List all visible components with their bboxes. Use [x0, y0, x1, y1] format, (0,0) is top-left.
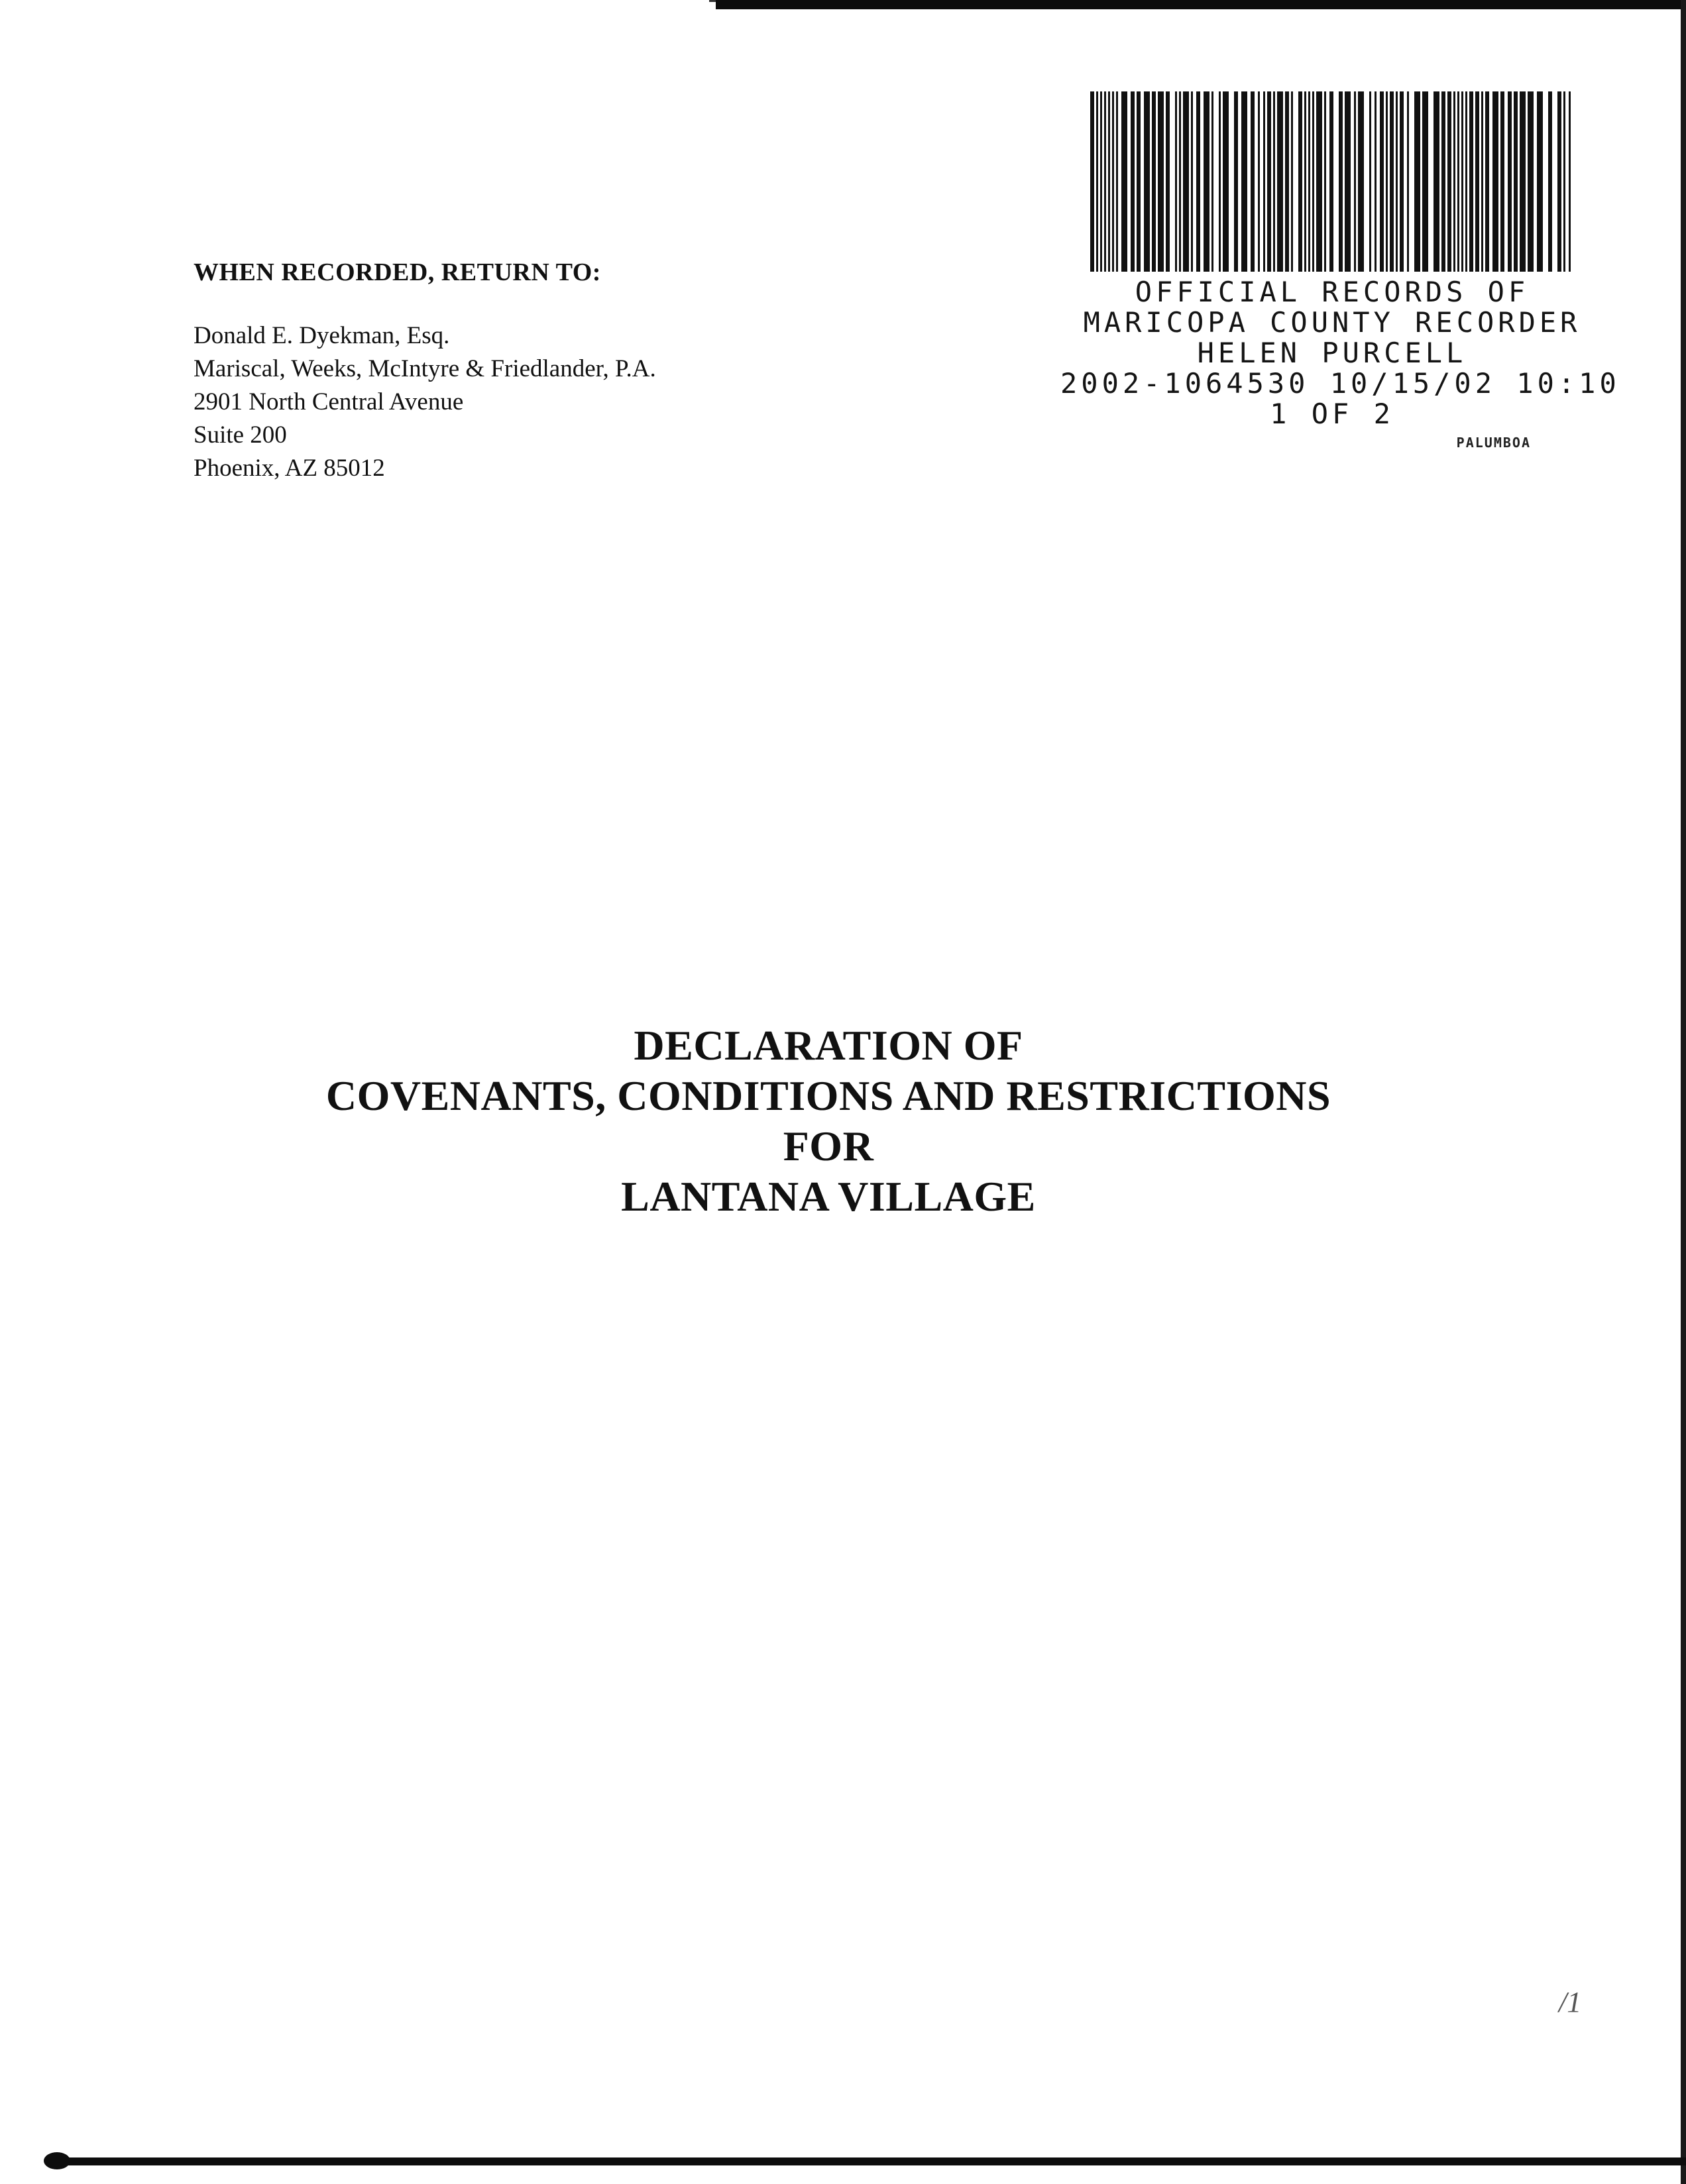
barcode-bar — [1514, 91, 1518, 272]
barcode-bar — [1453, 91, 1455, 272]
barcode-bar — [1390, 91, 1394, 272]
barcode-bar — [1179, 91, 1181, 272]
scan-edge-right — [1681, 0, 1686, 2184]
stamp-line: 1 OF 2 — [1270, 398, 1394, 430]
scan-edge-bottom — [46, 2157, 1686, 2165]
title-line: LANTANA VILLAGE — [621, 1173, 1036, 1220]
address-line: Mariscal, Weeks, McIntyre & Friedlander, P.A. — [194, 355, 656, 382]
document-title — [0, 1020, 1657, 1222]
barcode-bar — [1277, 91, 1283, 272]
barcode-bar — [1520, 91, 1526, 272]
recorder-stamp — [1060, 91, 1620, 451]
barcode-bar — [1537, 91, 1543, 272]
barcode-bar — [1407, 91, 1409, 272]
scan-edge-bottom-blob — [44, 2152, 70, 2169]
stamp-line: 2002-1064530 10/15/02 10:10 — [1060, 367, 1620, 400]
barcode-bar — [1422, 91, 1428, 272]
barcode-bar — [1104, 91, 1106, 272]
barcode-bar — [1204, 91, 1209, 272]
barcode-bar — [1131, 91, 1135, 272]
barcode-bar — [1312, 91, 1314, 272]
barcode-bar — [1528, 91, 1534, 272]
barcode-bar — [1116, 91, 1118, 272]
barcode-bar — [1475, 91, 1479, 272]
barcode-bar — [1380, 91, 1384, 272]
barcode-bar — [1461, 91, 1463, 272]
barcode-bar — [1324, 91, 1326, 272]
barcode-bar — [1196, 91, 1200, 272]
barcode-bar — [1492, 91, 1498, 272]
barcode-bar — [1175, 91, 1177, 272]
barcode-bar — [1485, 91, 1489, 272]
barcode-bar — [1234, 91, 1238, 272]
barcode-bar — [1121, 91, 1127, 272]
barcode-bar — [1100, 91, 1102, 272]
barcode-bar — [1144, 91, 1150, 272]
barcode-bar — [1329, 91, 1333, 272]
address-line: Donald E. Dyekman, Esq. — [194, 322, 450, 349]
barcode-bar — [1108, 91, 1110, 272]
address-line: Suite 200 — [194, 421, 287, 449]
barcode-bar — [1358, 91, 1364, 272]
barcode-bar — [1386, 91, 1388, 272]
barcode-bar — [1258, 91, 1260, 272]
barcode-bar — [1263, 91, 1265, 272]
barcode-bar — [1369, 91, 1371, 272]
barcode-bar — [1465, 91, 1467, 272]
barcode-bar — [1447, 91, 1451, 272]
barcode-bar — [1345, 91, 1351, 272]
barcode-bar — [1267, 91, 1271, 272]
barcode-bar — [1273, 91, 1275, 272]
return-address-block — [194, 257, 856, 485]
barcode-bar — [1469, 91, 1473, 272]
address-line: Phoenix, AZ 85012 — [194, 455, 385, 482]
barcode-bar — [1557, 91, 1561, 272]
barcode-bar — [1112, 91, 1114, 272]
barcode-bar — [1569, 91, 1571, 272]
barcode-bar — [1183, 91, 1189, 272]
barcode-bar — [1137, 91, 1141, 272]
stamp-line: HELEN PURCELL — [1197, 337, 1467, 369]
barcode-bar — [1308, 91, 1310, 272]
title-line: FOR — [783, 1122, 874, 1170]
barcode-bar — [1241, 91, 1247, 272]
barcode-bar — [1481, 91, 1483, 272]
address-line: 2901 North Central Avenue — [194, 388, 464, 415]
barcode-bar — [1298, 91, 1302, 272]
title-line: DECLARATION OF — [634, 1022, 1023, 1069]
barcode-bar — [1158, 91, 1164, 272]
barcode-bar — [1291, 91, 1293, 272]
barcode-bar — [1251, 91, 1255, 272]
barcode-bar — [1285, 91, 1289, 272]
barcode-bar — [1339, 91, 1343, 272]
barcode — [1090, 91, 1574, 272]
barcode-bar — [1219, 91, 1221, 272]
barcode-bar — [1548, 91, 1552, 272]
return-heading: WHEN RECORDED, RETURN TO: — [194, 258, 601, 286]
stamp-line: OFFICIAL RECORDS OF — [1135, 276, 1530, 308]
barcode-bar — [1354, 91, 1356, 272]
barcode-bar — [1211, 91, 1213, 272]
barcode-bar — [1563, 91, 1565, 272]
barcode-bar — [1508, 91, 1512, 272]
barcode-bar — [1304, 91, 1306, 272]
barcode-bar — [1316, 91, 1322, 272]
barcode-bar — [1500, 91, 1504, 272]
stamp-line: MARICOPA COUNTY RECORDER — [1083, 306, 1581, 339]
barcode-bar — [1152, 91, 1156, 272]
barcode-bar — [1096, 91, 1098, 272]
barcode-bar — [1166, 91, 1170, 272]
barcode-bar — [1457, 91, 1459, 272]
barcode-bar — [1396, 91, 1398, 272]
barcode-bar — [1400, 91, 1404, 272]
barcode-bar — [1191, 91, 1193, 272]
barcode-bar — [1090, 91, 1094, 272]
barcode-bar — [1441, 91, 1445, 272]
scan-edge-top — [716, 0, 1686, 9]
handwritten-page-mark: /1 — [1559, 1986, 1582, 2018]
clerk-code: PALUMBOA — [1456, 435, 1531, 451]
barcode-bar — [1375, 91, 1377, 272]
title-line: COVENANTS, CONDITIONS AND RESTRICTIONS — [325, 1072, 1331, 1119]
barcode-bar — [1223, 91, 1229, 272]
barcode-bar — [1414, 91, 1420, 272]
barcode-bar — [1433, 91, 1439, 272]
